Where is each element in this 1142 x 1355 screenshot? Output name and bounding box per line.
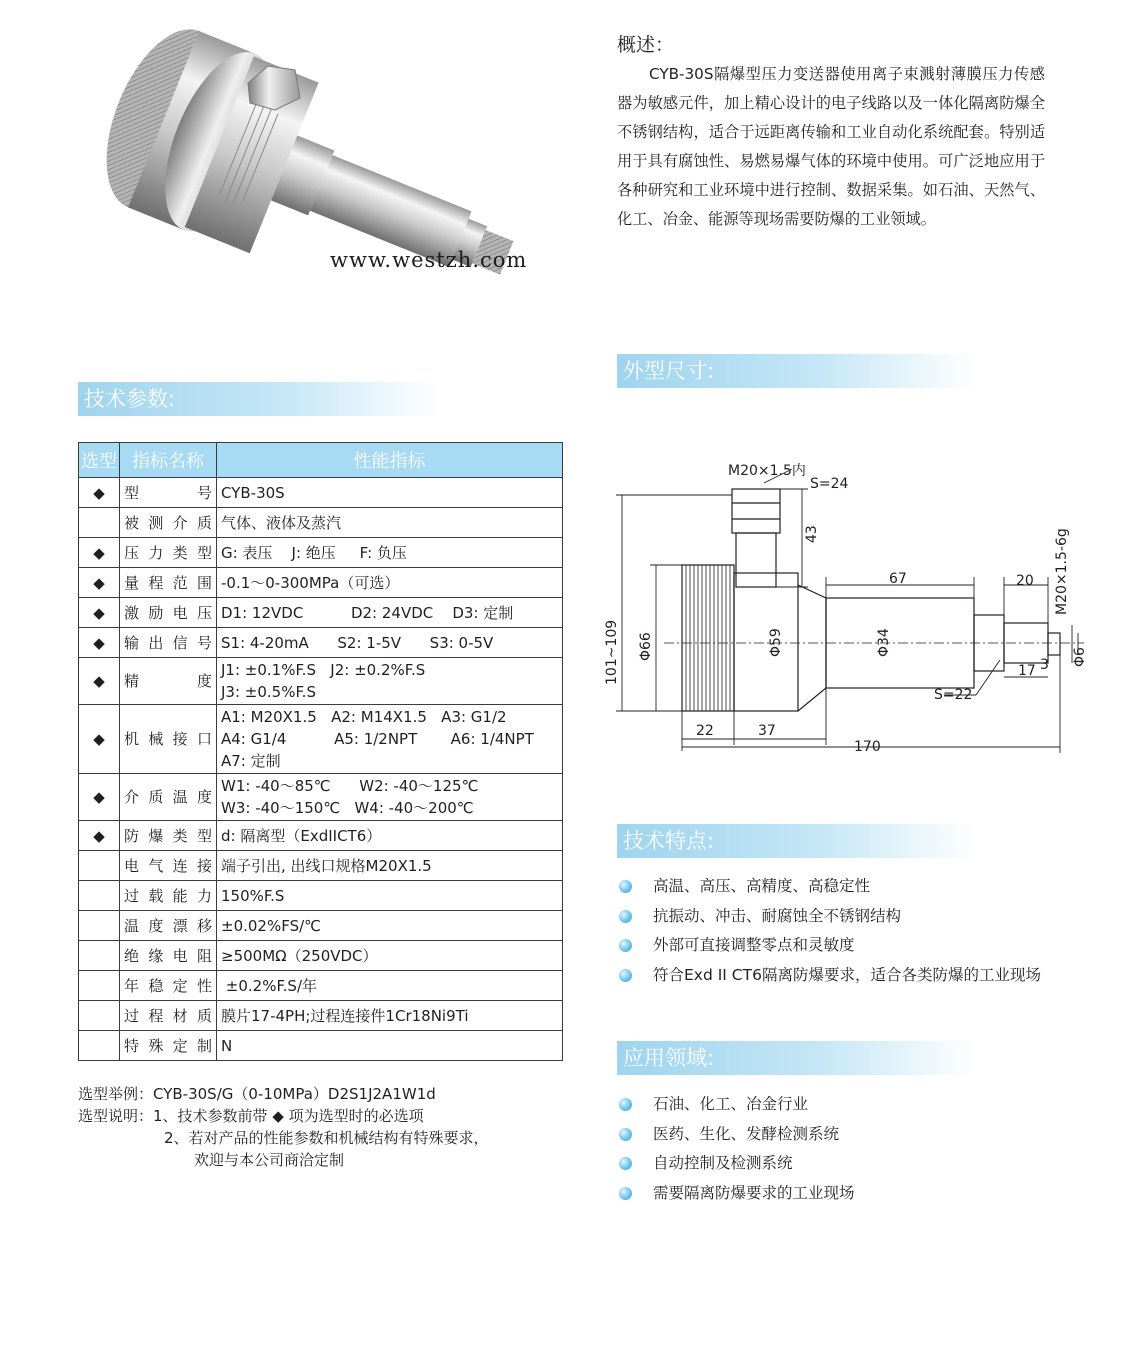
section-banner-applications: 应用领域:: [617, 1041, 977, 1075]
table-row: [79, 821, 563, 851]
param-value: d: 隔离型（ExdIICT6）: [217, 821, 563, 851]
param-name: [120, 911, 217, 941]
dim-thread-right: M20×1.5-6g: [1054, 528, 1070, 615]
param-name: [120, 508, 217, 538]
dim-101-109: 101~109: [604, 619, 620, 685]
selection-mark: ◆: [79, 538, 120, 568]
note-desc-3: 欢迎与本公司商洽定制: [194, 1151, 345, 1169]
overview-title: 概述：: [617, 34, 675, 56]
note-example-row: [78, 1083, 489, 1105]
header-param-name: 指标名称: [120, 443, 217, 478]
dim-3: 3: [1040, 657, 1049, 673]
param-name-text: 防 爆 类 型: [124, 826, 212, 845]
feature-item: [617, 961, 1041, 991]
param-name: [120, 598, 217, 628]
note-example-label: 选型举例：: [78, 1085, 154, 1103]
note-desc-label: 选型说明：: [78, 1107, 154, 1125]
product-photo: [90, 28, 530, 318]
selection-mark: [79, 941, 120, 971]
bullet-dot-icon: [619, 1187, 632, 1200]
param-name: [120, 1001, 217, 1031]
param-name: [120, 628, 217, 658]
watermark-text: www.westzh.com: [330, 248, 528, 272]
table-row: [79, 598, 563, 628]
selection-mark: ◆: [79, 598, 120, 628]
param-value: G: 表压 J: 绝压 F: 负压: [217, 538, 563, 568]
table-row: [79, 774, 563, 821]
feature-item-text: 外部可直接调整零点和灵敏度: [653, 936, 855, 954]
application-item: [617, 1090, 855, 1120]
param-value: 端子引出, 出线口规格M20X1.5: [217, 851, 563, 881]
dim-22: 22: [696, 723, 714, 739]
application-item-text: 医药、生化、发酵检测系统: [653, 1124, 840, 1143]
param-value: S1: 4-20mA S2: 1-5V S3: 0-5V: [217, 628, 563, 658]
param-name: [120, 971, 217, 1001]
param-name-text: 温 度 漂 移: [124, 916, 212, 935]
dim-phi66: Φ66: [638, 632, 654, 661]
selection-mark: [79, 971, 120, 1001]
application-item-text: 需要隔离防爆要求的工业现场: [653, 1183, 855, 1202]
param-name-text: 激 励 电 压: [124, 603, 212, 622]
param-name-text: 量 程 范 围: [124, 573, 212, 592]
bullet-dot-icon: [619, 939, 632, 952]
param-name: [120, 478, 217, 508]
table-row: [79, 568, 563, 598]
spec-table: [78, 442, 563, 1061]
param-value: -0.1～0-300MPa（可选）: [217, 568, 563, 598]
feature-item-text: 高温、高压、高精度、高稳定性: [653, 877, 871, 895]
param-name-text: 介 质 温 度: [124, 788, 212, 806]
table-row: [79, 1001, 563, 1031]
table-row: [79, 941, 563, 971]
table-row: [79, 971, 563, 1001]
dim-37: 37: [758, 723, 776, 739]
header-selection: 选型: [79, 443, 120, 478]
param-name: [120, 941, 217, 971]
param-name-text: 机 械 接 口: [124, 730, 212, 748]
selection-mark: [79, 911, 120, 941]
note-example-code: CYB-30S/G（0-10MPa）D2S1J2A1W1d: [153, 1085, 436, 1103]
param-name: [120, 881, 217, 911]
param-name: [120, 821, 217, 851]
param-name-text: 压 力 类 型: [124, 543, 212, 562]
feature-item: [617, 872, 1041, 902]
param-value: A1: M20X1.5 A2: M14X1.5 A3: G1/2 A4: G1/4 A5: 1/2NPT A6: 1/4NPT A7: 定制: [217, 705, 563, 774]
feature-item: [617, 931, 1041, 961]
selection-mark: [79, 1031, 120, 1061]
dimension-drawing: [604, 455, 1094, 760]
param-value: ±0.2%F.S/年: [217, 971, 563, 1001]
param-value: 膜片17-4PH;过程连接件1Cr18Ni9Ti: [217, 1001, 563, 1031]
selection-mark: ◆: [79, 821, 120, 851]
param-name-text: 被 测 介 质: [124, 513, 212, 532]
application-item: [617, 1120, 855, 1150]
param-name-text: 年 稳 定 性: [124, 976, 212, 995]
feature-item-text: 抗振动、冲击、耐腐蚀全不锈钢结构: [653, 906, 902, 925]
table-row: [79, 911, 563, 941]
note-desc-2: 2、若对产品的性能参数和机械结构有特殊要求，: [164, 1129, 489, 1147]
table-row: [79, 1031, 563, 1061]
param-value: J1: ±0.1%F.S J2: ±0.2%F.S J3: ±0.5%F.S: [217, 658, 563, 705]
param-value: ±0.02%FS/℃: [217, 911, 563, 941]
bullet-dot-icon: [619, 880, 632, 893]
dim-20: 20: [1016, 573, 1034, 589]
selection-mark: [79, 508, 120, 538]
applications-list: [617, 1090, 855, 1208]
param-value: CYB-30S: [217, 478, 563, 508]
selection-mark: [79, 851, 120, 881]
param-name-text: 精 度: [124, 672, 212, 690]
param-name-text: 型 号: [124, 483, 212, 502]
header-performance: 性能指标: [217, 443, 563, 478]
application-item-text: 自动控制及检测系统: [653, 1154, 793, 1172]
dim-67: 67: [889, 571, 907, 587]
param-name-text: 电 气 连 接: [124, 856, 212, 875]
overview-text: CYB-30S隔爆型压力变送器使用离子束溅射薄膜压力传感器为敏感元件，加上精心设计的电子线路以及一体化隔离防爆全不锈钢结构，适合于远距离传输和工业自动化系统配套。特别适用于具有腐蚀性、易燃易爆气体的环境中使用。可广泛地应用于各种研究和工业环境中进行控制、数据采集。如石油、天然气、化工、冶金、能源等现场需要防爆的工业领域。: [617, 65, 1045, 228]
table-row: [79, 628, 563, 658]
param-name: [120, 658, 217, 705]
param-name: [120, 851, 217, 881]
table-row: [79, 538, 563, 568]
param-name-text: 特 殊 定 制: [124, 1036, 212, 1055]
param-name-text: 输 出 信 号: [124, 633, 212, 652]
selection-mark: ◆: [79, 568, 120, 598]
dim-170: 170: [854, 739, 881, 755]
bullet-dot-icon: [619, 969, 632, 982]
spec-table-body: [79, 478, 563, 1061]
bullet-dot-icon: [619, 1157, 632, 1170]
dim-43: 43: [804, 525, 820, 543]
dim-phi34: Φ34: [876, 628, 892, 657]
dim-thread-top: M20×1.5内: [728, 463, 806, 479]
table-row: [79, 508, 563, 538]
param-name: [120, 568, 217, 598]
dim-phi59: Φ59: [768, 628, 784, 657]
section-banner-specs: 技术参数:: [78, 382, 440, 416]
param-value: D1: 12VDC D2: 24VDC D3: 定制: [217, 598, 563, 628]
param-name: [120, 705, 217, 774]
param-value: W1: -40～85℃ W2: -40～125℃ W3: -40～150℃ W4: -40～200℃: [217, 774, 563, 821]
param-value: 气体、液体及蒸汽: [217, 508, 563, 538]
selection-mark: [79, 1001, 120, 1031]
dim-s22: S=22: [934, 687, 973, 703]
bullet-dot-icon: [619, 910, 632, 923]
table-row: [79, 705, 563, 774]
table-row: [79, 851, 563, 881]
param-name: [120, 774, 217, 821]
selection-notes: [78, 1083, 489, 1171]
bullet-dot-icon: [619, 1098, 632, 1111]
dim-phi6: Φ6: [1072, 647, 1088, 667]
note-desc-1: 1、技术参数前带 ◆ 项为选型时的必选项: [153, 1107, 424, 1125]
application-item: [617, 1179, 855, 1209]
selection-mark: ◆: [79, 628, 120, 658]
bullet-dot-icon: [619, 1128, 632, 1141]
selection-mark: ◆: [79, 478, 120, 508]
selection-mark: ◆: [79, 658, 120, 705]
dim-17: 17: [1018, 663, 1036, 679]
param-value: ≥500MΩ（250VDC）: [217, 941, 563, 971]
section-banner-dimensions: 外型尺寸:: [617, 354, 977, 388]
param-value: 150%F.S: [217, 881, 563, 911]
param-name-text: 绝 缘 电 阻: [124, 946, 212, 965]
table-row: [79, 478, 563, 508]
dim-s24: S=24: [810, 476, 849, 492]
table-header-row: [79, 443, 563, 478]
selection-mark: ◆: [79, 705, 120, 774]
selection-mark: ◆: [79, 774, 120, 821]
table-row: [79, 658, 563, 705]
application-item-text: 石油、化工、冶金行业: [653, 1095, 809, 1113]
param-name: [120, 538, 217, 568]
selection-mark: [79, 881, 120, 911]
param-name-text: 过 载 能 力: [124, 886, 212, 905]
param-value: N: [217, 1031, 563, 1061]
application-item: [617, 1149, 855, 1179]
features-list: [617, 872, 1041, 990]
feature-item-text: 符合Exd II CT6隔离防爆要求，适合各类防爆的工业现场: [653, 965, 1041, 984]
note-desc-row: [78, 1105, 489, 1127]
param-name-text: 过 程 材 质: [124, 1006, 212, 1025]
feature-item: [617, 902, 1041, 932]
table-row: [79, 881, 563, 911]
param-name: [120, 1031, 217, 1061]
section-banner-features: 技术特点:: [617, 824, 977, 858]
